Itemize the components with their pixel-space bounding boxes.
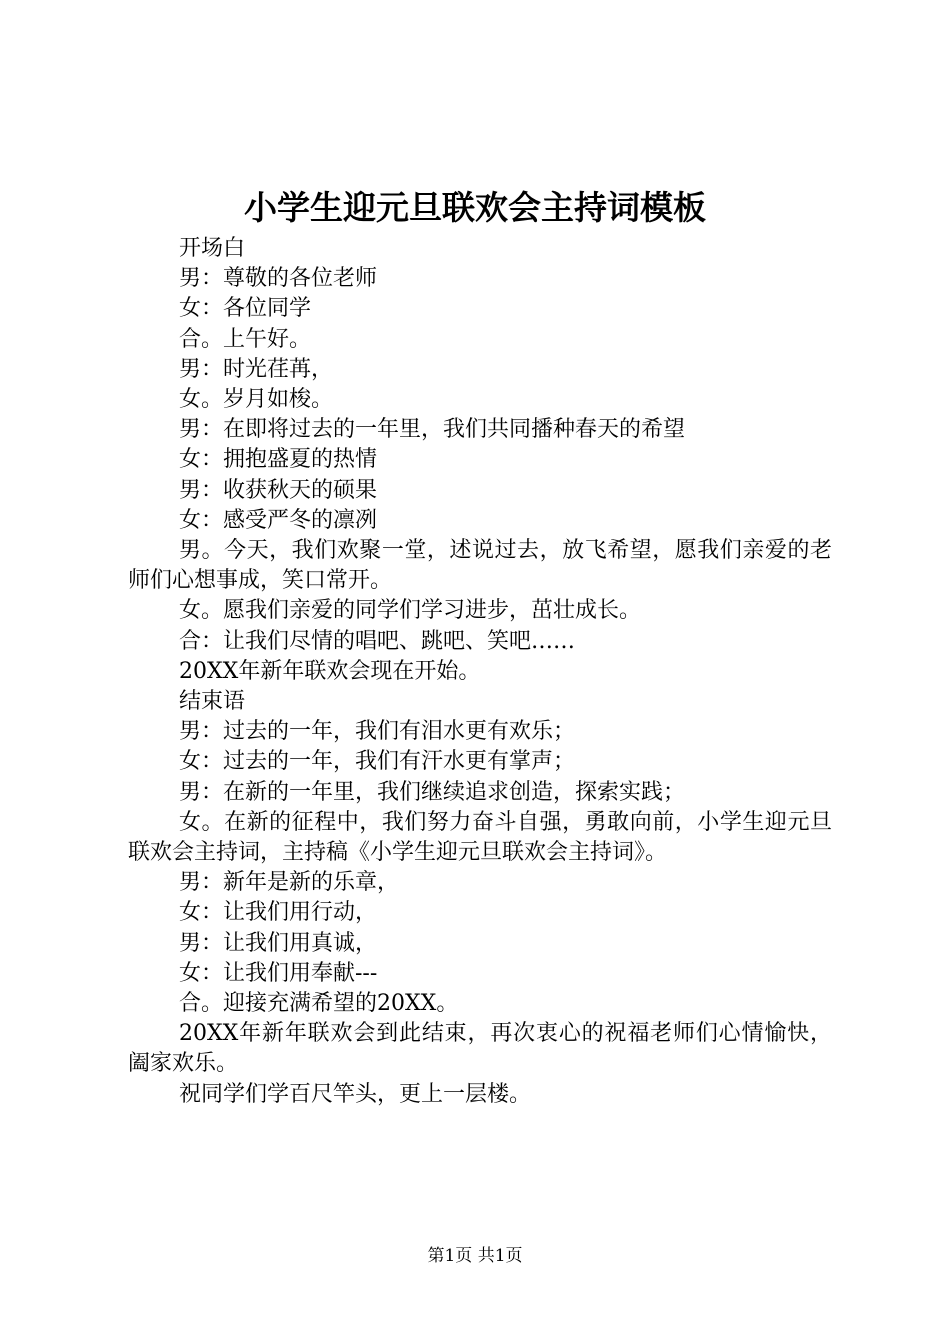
- paragraph: 男：过去的一年，我们有泪水更有欢乐；: [179, 719, 576, 745]
- paragraph: 女：拥抱盛夏的热情: [179, 447, 378, 473]
- paragraph: 结束语: [179, 689, 246, 715]
- paragraph: 女。在新的征程中，我们努力奋斗自强，勇敢向前，小学生迎元旦联欢会主持词，主持稿《小学生迎元旦联欢会主持词》。: [128, 809, 832, 866]
- paragraph: 男：尊敬的各位老师: [179, 266, 378, 292]
- paragraph: 女：感受严冬的凛冽: [179, 507, 378, 533]
- paragraph: 合：让我们尽情的唱吧、跳吧、笑吧……: [179, 628, 576, 654]
- document-title: 小学生迎元旦联欢会主持词模板: [244, 188, 706, 227]
- paragraph: 合。上午好。: [179, 326, 312, 352]
- paragraph: 男：让我们用真诚，: [179, 930, 378, 956]
- paragraph: 男：在新的一年里，我们继续追求创造，探索实践；: [179, 779, 686, 805]
- paragraph: 女：让我们用行动，: [179, 900, 378, 926]
- paragraph: 男：新年是新的乐章，: [179, 870, 400, 896]
- paragraph: 男：时光荏苒，: [179, 356, 334, 382]
- paragraph: 女：让我们用奉献---: [179, 960, 378, 986]
- paragraph: 20XX年新年联欢会现在开始。: [179, 658, 481, 684]
- paragraph: 女：过去的一年，我们有汗水更有掌声；: [179, 749, 576, 775]
- paragraph: 合。迎接充满希望的20XX。: [179, 991, 459, 1017]
- document-body: [128, 234, 832, 1110]
- paragraph: 开场白: [179, 236, 246, 261]
- paragraph: 男：收获秋天的硕果: [179, 477, 378, 503]
- paragraph: 20XX年新年联欢会到此结束，再次衷心的祝福老师们心情愉快，阖家欢乐。: [128, 1021, 832, 1077]
- paragraph: 男。今天，我们欢聚一堂，述说过去，放飞希望，愿我们亲爱的老师们心想事成，笑口常开。: [128, 538, 832, 594]
- page-footer: 第1页 共1页: [427, 1246, 523, 1266]
- paragraph: 男：在即将过去的一年里，我们共同播种春天的希望: [179, 417, 686, 443]
- paragraph: 女。愿我们亲爱的同学们学习进步，茁壮成长。: [179, 598, 642, 624]
- paragraph: 女。岁月如梭。: [179, 387, 334, 413]
- paragraph: 祝同学们学百尺竿头，更上一层楼。: [179, 1081, 532, 1107]
- paragraph: 女：各位同学: [179, 296, 312, 322]
